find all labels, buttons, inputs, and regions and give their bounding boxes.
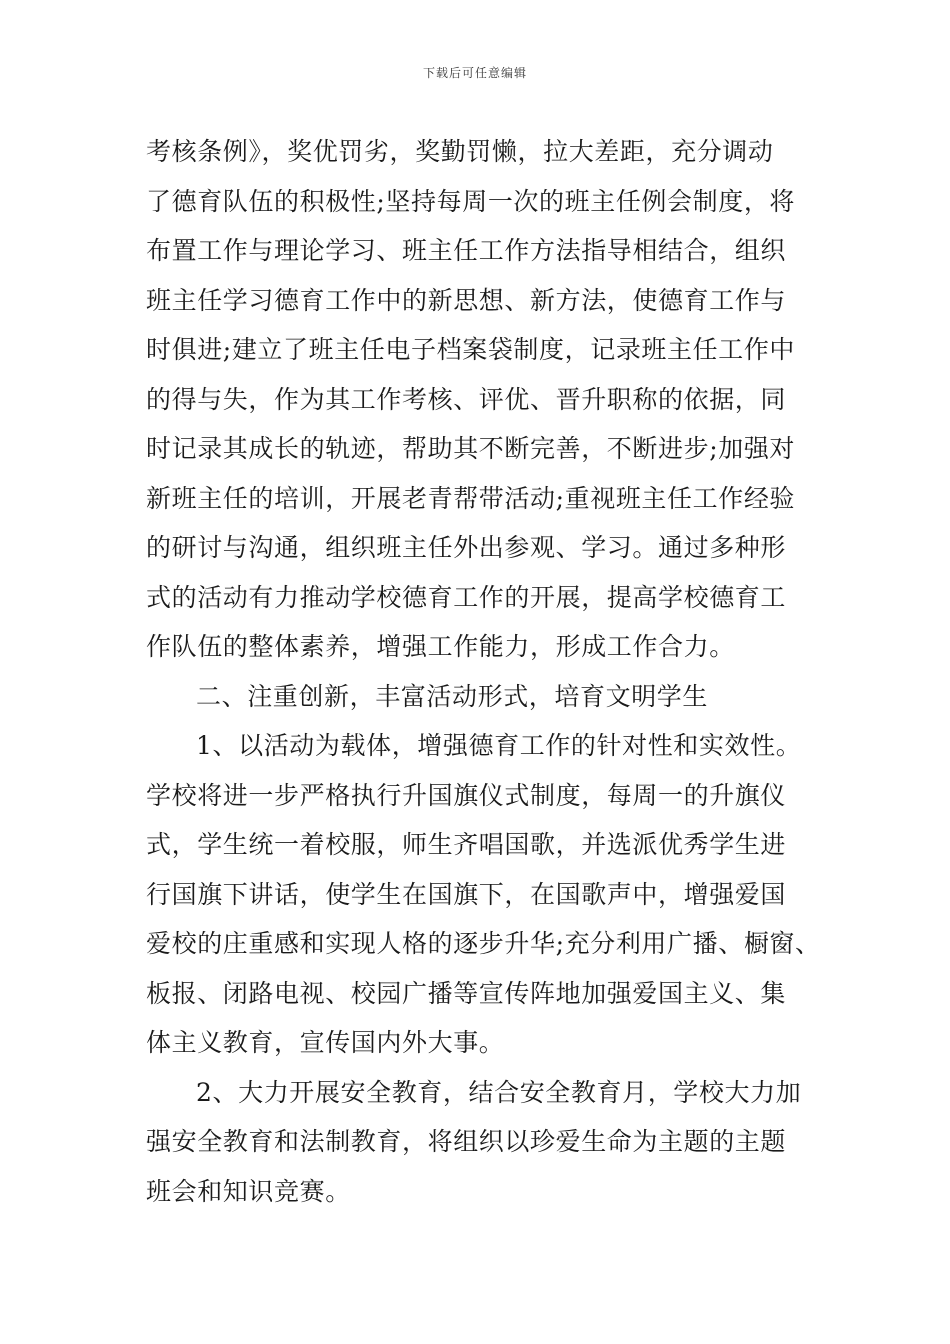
text-line: 新班主任的培训，开展老青帮带活动;重视班主任工作经验 [146, 483, 796, 513]
text-line: 的得与失，作为其工作考核、评优、晋升职称的依据，同 [146, 384, 787, 414]
text-line: 行国旗下讲话，使学生在国旗下，在国歌声中，增强爱国 [146, 879, 787, 909]
text-line: 学校将进一步严格执行升国旗仪式制度，每周一的升旗仪 [146, 780, 787, 810]
text-line: 爱校的庄重感和实现人格的逐步升华;充分利用广播、橱窗、 [146, 929, 821, 958]
paragraph-start: 2、大力开展安全教育，结合安全教育月，学校大力加 [196, 1077, 802, 1107]
text-line: 时记录其成长的轨迹，帮助其不断完善，不断进步;加强对 [146, 434, 796, 463]
page-header-note: 下载后可任意编辑 [422, 66, 527, 80]
text-line: 班会和知识竞赛。 [146, 1176, 351, 1206]
section-heading: 二、注重创新，丰富活动形式，培育文明学生 [196, 681, 709, 711]
text-line: 的研讨与沟通，组织班主任外出参观、学习。通过多种形 [146, 533, 787, 562]
text-line: 体主义教育，宣传国内外大事。 [146, 1028, 505, 1057]
text-line: 强安全教育和法制教育，将组织以珍爱生命为主题的主题 [146, 1127, 787, 1156]
text-line: 作队伍的整体素养，增强工作能力，形成工作合力。 [146, 632, 735, 661]
paragraph-start: 1、以活动为载体，增强德育工作的针对性和实效性。 [196, 731, 802, 760]
text-line: 板报、闭路电视、校园广播等宣传阵地加强爱国主义、集 [146, 978, 787, 1008]
text-line: 了德育队伍的积极性;坚持每周一次的班主任例会制度，将 [146, 186, 796, 216]
text-line: 考核条例》，奖优罚劣，奖勤罚懒，拉大差距，充分调动 [146, 137, 774, 166]
text-line: 班主任学习德育工作中的新思想、新方法，使德育工作与 [146, 285, 787, 315]
text-line: 式的活动有力推动学校德育工作的开展，提高学校德育工 [146, 582, 787, 612]
text-line: 时俱进;建立了班主任电子档案袋制度，记录班主任工作中 [146, 335, 796, 364]
text-line: 式，学生统一着校服，师生齐唱国歌，并选派优秀学生进 [146, 830, 787, 859]
text-line: 布置工作与理论学习、班主任工作方法指导相结合，组织 [146, 236, 787, 265]
document-body [146, 127, 826, 1216]
